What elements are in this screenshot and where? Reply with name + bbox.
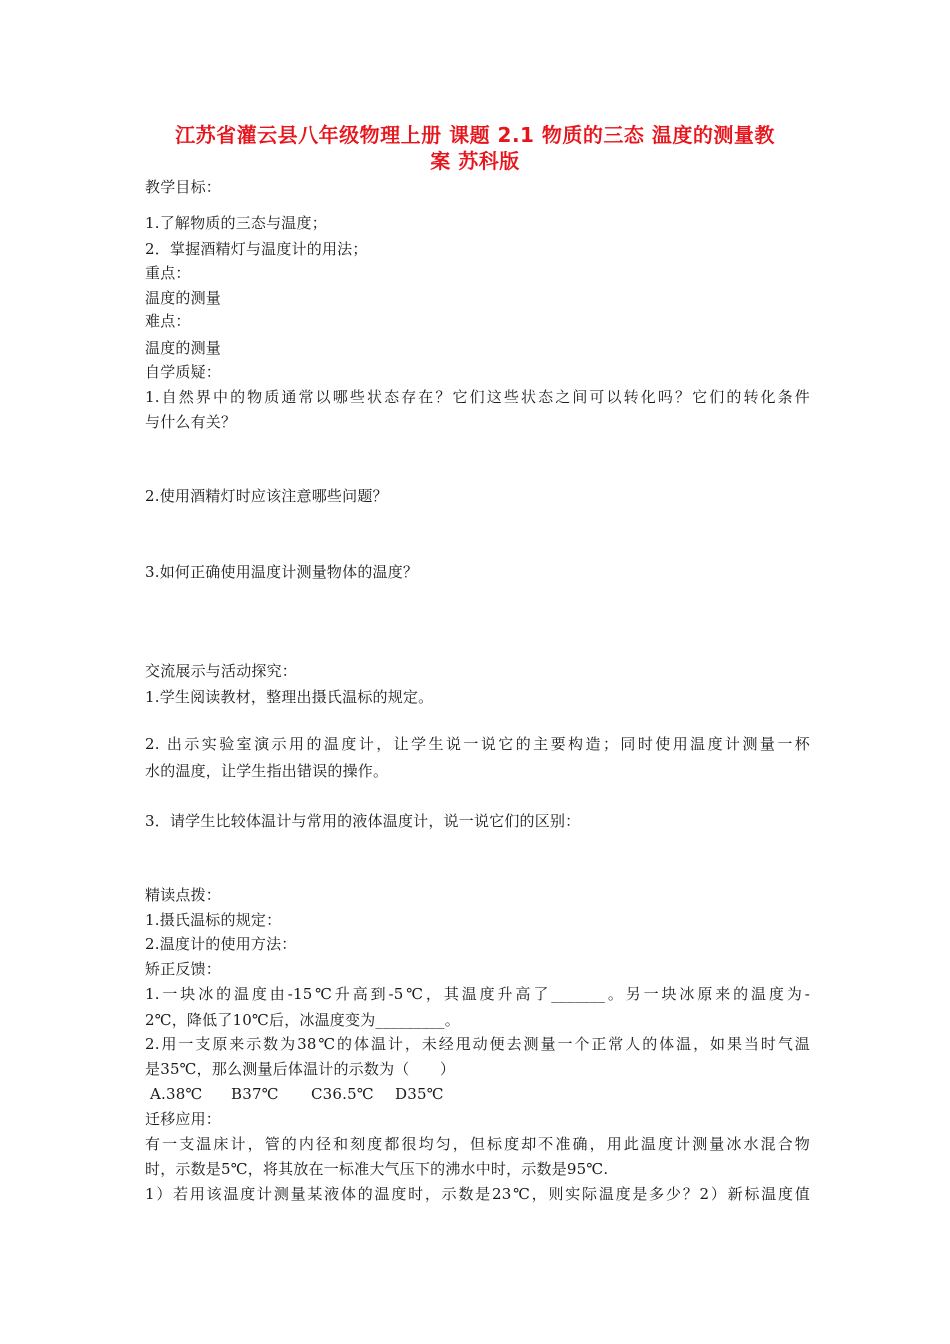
exchange-item-3: 3．请学生比较体温计与常用的液体温度计，说一说它们的区别： [145,812,581,830]
option-c: C36.5℃ [311,1085,374,1103]
feedback-2-line-2: 是35℃，那么测量后体温计的示数为（ ） [145,1060,456,1078]
objectives-heading: 教学目标： [145,178,222,196]
feedback-1-line-1: 1.一块冰的温度由-15℃升高到-5℃，其温度升高了_______。另一块冰原来的温度为- [145,985,810,1003]
objective-1: 1.了解物质的三态与温度； [145,214,327,232]
key-point-heading: 重点： [145,264,191,282]
self-study-heading: 自学质疑： [145,363,222,381]
option-d: D35℃ [395,1085,444,1103]
option-a: A.38℃ [150,1085,203,1103]
guide-item-2: 2.温度计的使用方法： [145,935,297,953]
difficulty-heading: 难点： [145,312,191,330]
transfer-heading: 迁移应用： [145,1110,222,1128]
title-line-2: 案 苏科版 [430,149,520,173]
exchange-item-1: 1.学生阅读教材，整理出摄氏温标的规定。 [145,688,434,706]
transfer-line-2: 时，示数是5℃，将其放在一标准大气压下的沸水中时，示数是95℃. [145,1160,609,1178]
feedback-1-line-2: 2℃，降低了10℃后，冰温度变为_________。 [145,1011,460,1029]
difficulty-text: 温度的测量 [145,339,222,357]
transfer-line-1: 有一支温床计，管的内径和刻度都很均匀，但标度却不准确，用此温度计测量冰水混合物 [145,1135,810,1153]
question-3: 3.如何正确使用温度计测量物体的温度？ [145,563,419,581]
guide-heading: 精读点拨： [145,886,222,904]
transfer-line-3: 1）若用该温度计测量某液体的温度时，示数是23℃，则实际温度是多少？2）新标温度值 [145,1185,810,1203]
key-point-text: 温度的测量 [145,289,222,307]
question-1-line-1: 1.自然界中的物质通常以哪些状态存在？它们这些状态之间可以转化吗？它们的转化条件 [145,388,810,406]
feedback-2-line-1: 2.用一支原来示数为38℃的体温计，未经甩动便去测量一个正常人的体温，如果当时气温 [145,1035,810,1053]
question-1-line-2: 与什么有关？ [145,413,237,431]
document-title [140,122,810,174]
exchange-heading: 交流展示与活动探究： [145,662,298,680]
objective-2: 2．掌握酒精灯与温度计的用法； [145,240,368,258]
option-b: B37℃ [231,1085,279,1103]
question-2: 2.使用酒精灯时应该注意哪些问题？ [145,487,388,505]
guide-item-1: 1.摄氏温标的规定： [145,911,282,929]
title-line-1: 江苏省灌云县八年级物理上册 课题 2.1 物质的三态 温度的测量教 [175,123,775,147]
exchange-item-2-line-1: 2. 出示实验室演示用的温度计，让学生说一说它的主要构造；同时使用温度计测量一杯 [145,735,810,753]
exchange-item-2-line-2: 水的温度，让学生指出错误的操作。 [145,762,389,780]
feedback-heading: 矫正反馈： [145,960,222,978]
